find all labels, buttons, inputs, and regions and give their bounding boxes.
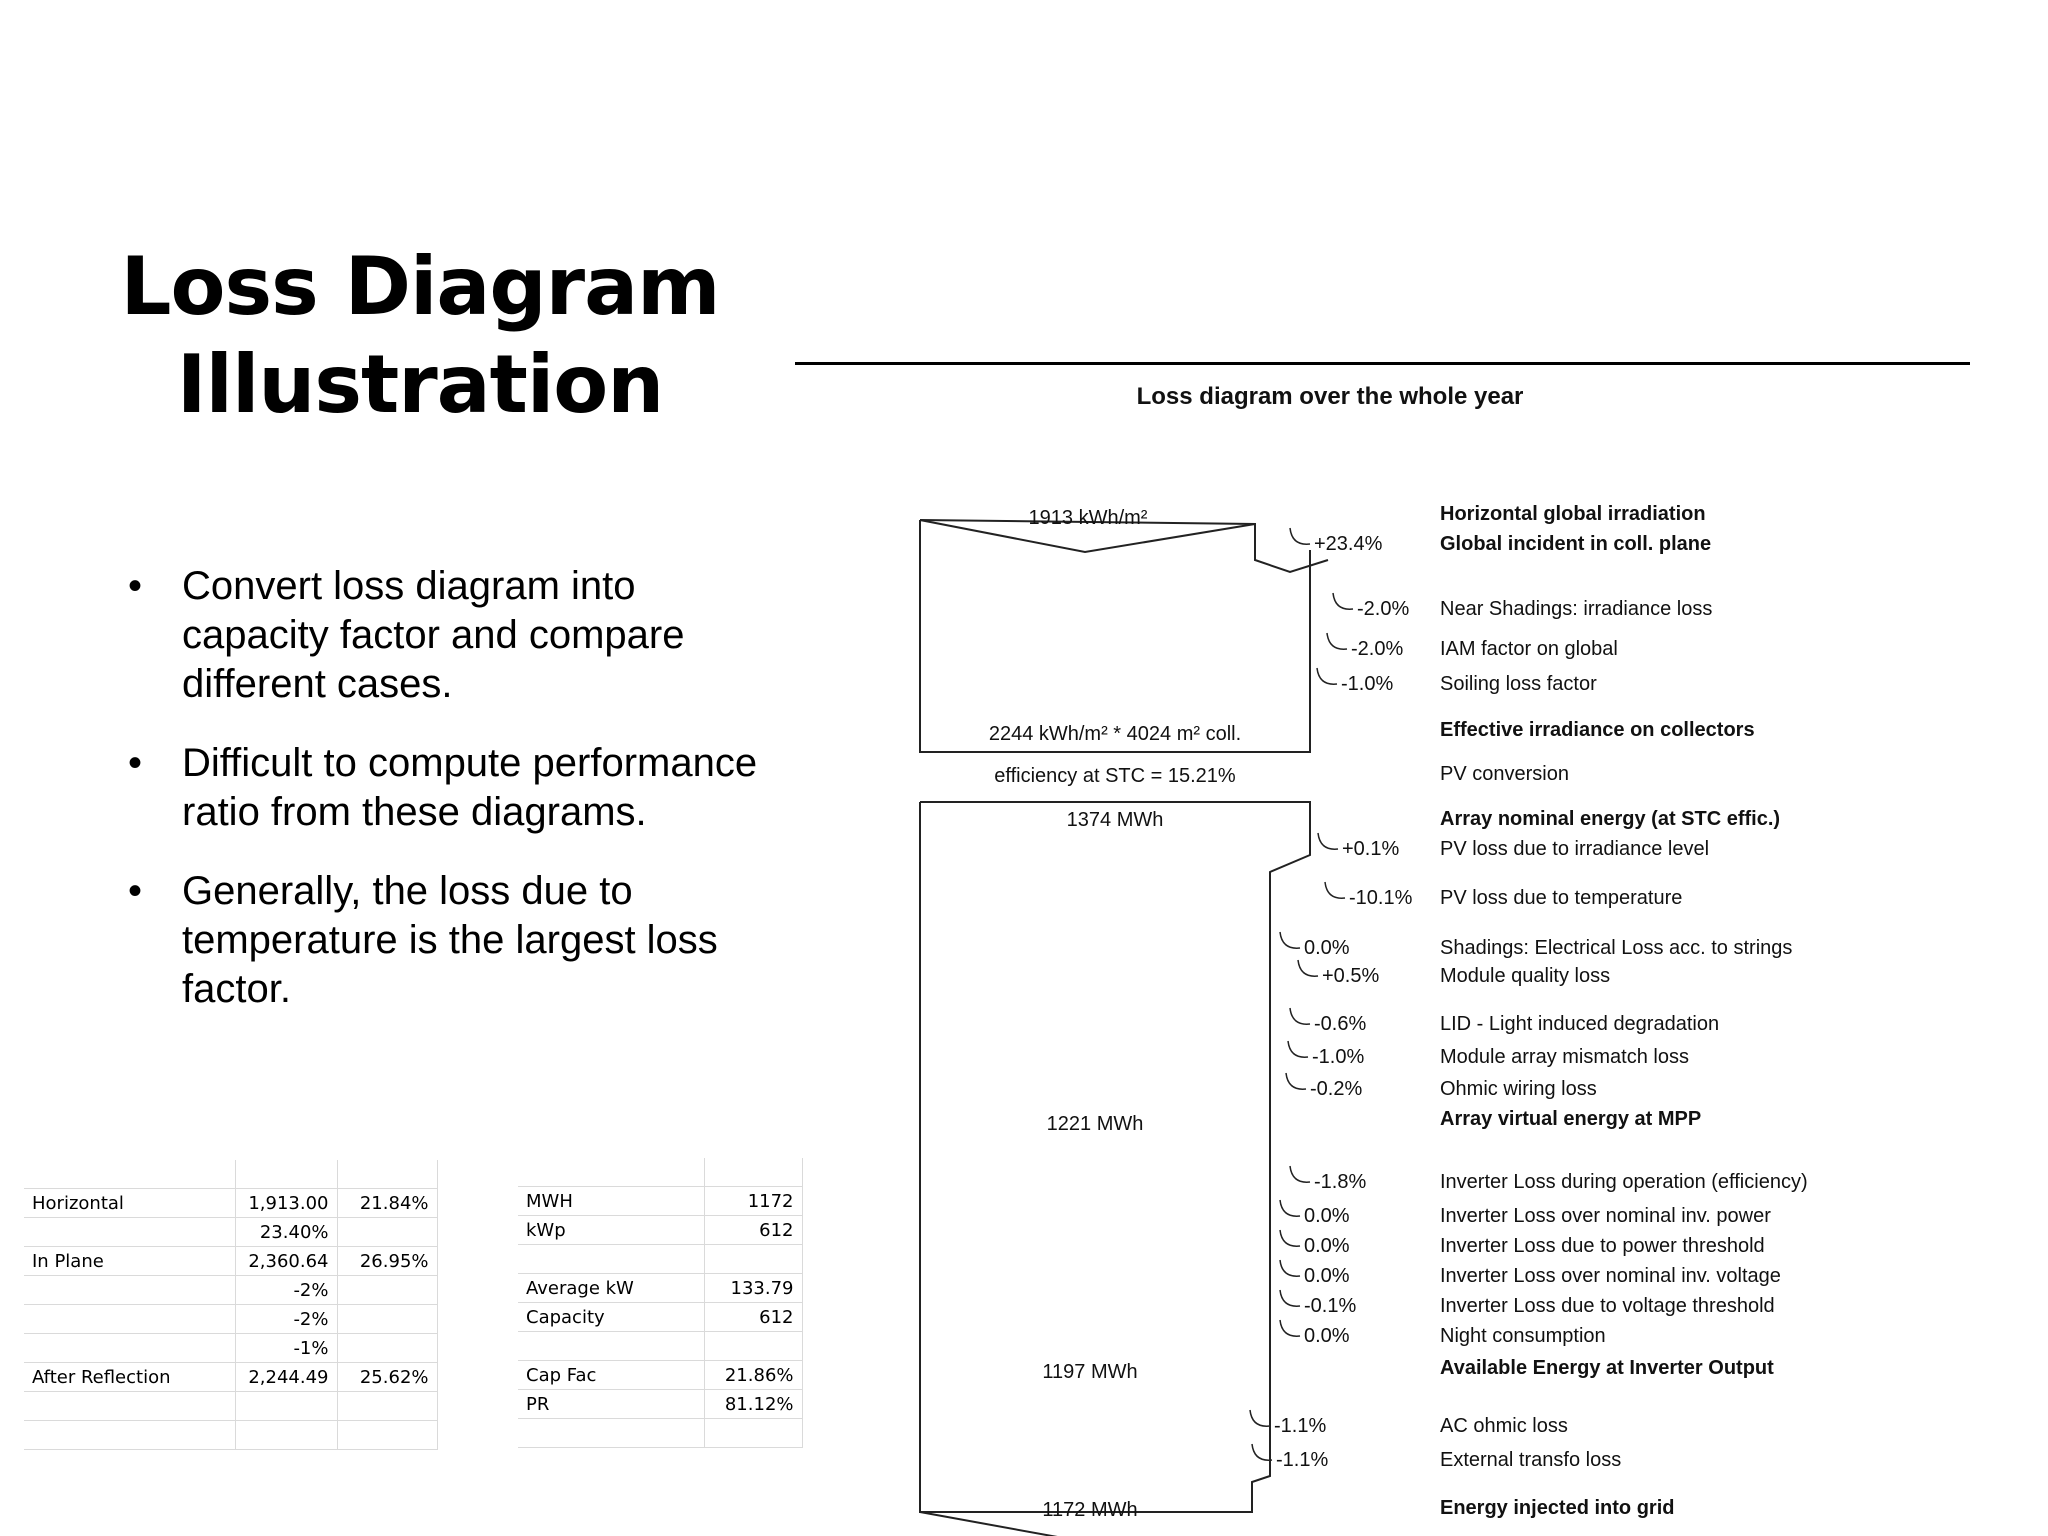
bullet-text: Convert loss diagram into capacity factor and compare different cases. (182, 564, 685, 706)
table-cell: 1172 (704, 1187, 802, 1216)
loss-arrow-icon (1280, 1200, 1300, 1216)
loss-arrow-icon (1280, 1260, 1300, 1276)
table-cell: 612 (704, 1303, 802, 1332)
table-cell: PR (518, 1390, 704, 1419)
loss-step-percent: 0.0% (1304, 1205, 1350, 1227)
slide-title-line2: Illustration (176, 338, 664, 431)
loss-step-label: Energy injected into grid (1440, 1497, 1675, 1519)
loss-step-percent: +0.5% (1322, 965, 1380, 987)
mpp-energy-label: 1221 MWh (1046, 1113, 1144, 1135)
table-cell (337, 1276, 437, 1305)
loss-step-label: Inverter Loss during operation (efficiency) (1440, 1171, 1808, 1193)
table-cell: 23.40% (235, 1218, 337, 1247)
slide-title (60, 238, 780, 434)
table-cell (337, 1421, 437, 1450)
table-cell (518, 1332, 704, 1361)
table-cell (704, 1158, 802, 1187)
table-cell: 133.79 (704, 1274, 802, 1303)
loss-step-label: Global incident in coll. plane (1440, 533, 1712, 555)
table-cell (337, 1392, 437, 1421)
loss-step-label: Module quality loss (1440, 965, 1611, 987)
loss-arrow-icon (1327, 633, 1347, 649)
loss-step-label: PV conversion (1440, 763, 1569, 785)
table-cell: 21.86% (704, 1361, 802, 1390)
table-cell: In Plane (24, 1247, 235, 1276)
table-cell (518, 1158, 704, 1187)
loss-step-percent: -1.0% (1341, 673, 1394, 695)
loss-step-label: Inverter Loss over nominal inv. voltage (1440, 1265, 1781, 1287)
table-cell (337, 1218, 437, 1247)
loss-step-label: Array virtual energy at MPP (1440, 1108, 1702, 1130)
grid-energy-label: 1172 MWh (1042, 1499, 1138, 1521)
loss-step-label: Ohmic wiring loss (1440, 1078, 1597, 1100)
table-row (24, 1189, 437, 1218)
table-cell (704, 1332, 802, 1361)
title-divider (795, 362, 1970, 365)
bullet-text: Generally, the loss due to temperature is the largest loss factor. (182, 869, 718, 1011)
irradiance-flow-outline (920, 520, 1328, 752)
table-cell (704, 1419, 802, 1448)
nominal-energy-label: 1374 MWh (1066, 809, 1164, 831)
table-cell: 2,244.49 (235, 1363, 337, 1392)
loss-step-label: Inverter Loss due to power threshold (1440, 1235, 1765, 1257)
energy-flow-outline (920, 802, 1310, 1512)
table-cell (337, 1334, 437, 1363)
table-row (24, 1247, 437, 1276)
loss-step-label: IAM factor on global (1440, 638, 1618, 660)
loss-arrow-icon (1290, 1166, 1310, 1182)
loss-step-percent: -10.1% (1349, 887, 1413, 909)
table-row (24, 1421, 437, 1450)
table-cell: 1,913.00 (235, 1189, 337, 1218)
table-cell (235, 1421, 337, 1450)
table-cell (24, 1334, 235, 1363)
loss-step-label: Shadings: Electrical Loss acc. to strings (1440, 937, 1793, 959)
loss-step-label: Array nominal energy (at STC effic.) (1440, 808, 1781, 830)
table-cell (24, 1305, 235, 1334)
loss-arrow-icon (1286, 1073, 1306, 1089)
loss-arrow-icon (1333, 593, 1353, 609)
table-cell (24, 1392, 235, 1421)
collector-label: 2244 kWh/m² * 4024 m² coll. (988, 723, 1242, 745)
loss-step-label: Near Shadings: irradiance loss (1440, 598, 1713, 620)
loss-arrow-icon (1280, 1320, 1300, 1336)
diagram-title: Loss diagram over the whole year (1136, 383, 1524, 410)
table-cell (704, 1245, 802, 1274)
loss-step-percent: -2.0% (1357, 598, 1410, 620)
loss-step-percent: +0.1% (1342, 838, 1400, 860)
table-cell: Capacity (518, 1303, 704, 1332)
bullet-text: Difficult to compute performance ratio from these diagrams. (182, 741, 758, 834)
loss-step-label: Inverter Loss over nominal inv. power (1440, 1205, 1771, 1227)
table-cell (24, 1276, 235, 1305)
loss-step-percent: -1.1% (1274, 1415, 1327, 1437)
loss-step-label: LID - Light induced degradation (1440, 1013, 1720, 1035)
loss-step-percent: -1.8% (1314, 1171, 1367, 1193)
loss-step-percent: -1.1% (1276, 1449, 1329, 1471)
loss-step-percent: -0.2% (1310, 1078, 1363, 1100)
table-cell (24, 1218, 235, 1247)
table-cell (518, 1419, 704, 1448)
bullet-list (128, 562, 768, 1044)
efficiency-label: efficiency at STC = 15.21% (994, 765, 1236, 787)
loss-step-label: AC ohmic loss (1440, 1415, 1568, 1437)
table-cell: -1% (235, 1334, 337, 1363)
table-cell: 612 (704, 1216, 802, 1245)
table-cell (337, 1160, 437, 1189)
table-cell: 21.84% (337, 1189, 437, 1218)
loss-step-label: Inverter Loss due to voltage threshold (1440, 1295, 1775, 1317)
table-cell: Horizontal (24, 1189, 235, 1218)
loss-step-percent: +23.4% (1314, 533, 1383, 555)
loss-arrow-icon (1280, 1290, 1300, 1306)
loss-arrow-icon (1250, 1410, 1270, 1426)
bullet-dot-icon: • (128, 741, 143, 785)
slide-title-line1: Loss Diagram (120, 240, 720, 333)
bullet-item (128, 867, 768, 1014)
table-row (24, 1363, 437, 1392)
table-cell (235, 1392, 337, 1421)
loss-step-percent: -0.6% (1314, 1013, 1367, 1035)
loss-diagram (800, 370, 1870, 1536)
loss-arrow-icon (1318, 833, 1338, 849)
table-row (24, 1334, 437, 1363)
loss-step-percent: -0.1% (1304, 1295, 1357, 1317)
table-cell: 81.12% (704, 1390, 802, 1419)
table-cell (337, 1305, 437, 1334)
table-cell: 2,360.64 (235, 1247, 337, 1276)
table-cell (518, 1245, 704, 1274)
bullet-item (128, 562, 768, 709)
loss-step-percent: -2.0% (1351, 638, 1404, 660)
table-cell: MWH (518, 1187, 704, 1216)
loss-arrow-icon (1298, 960, 1318, 976)
bullet-item (128, 739, 768, 837)
loss-arrow-icon (1280, 932, 1300, 948)
loss-arrow-icon (1288, 1041, 1308, 1057)
table-cell: 25.62% (337, 1363, 437, 1392)
loss-arrow-icon (1280, 1230, 1300, 1246)
table-cell (235, 1160, 337, 1189)
loss-step-label: Available Energy at Inverter Output (1440, 1357, 1774, 1379)
loss-step-percent: 0.0% (1304, 1265, 1350, 1287)
table-cell: Cap Fac (518, 1361, 704, 1390)
bullet-dot-icon: • (128, 564, 143, 608)
loss-arrow-icon (1317, 668, 1337, 684)
loss-step-percent: 0.0% (1304, 937, 1350, 959)
table-cell: -2% (235, 1305, 337, 1334)
loss-arrow-icon (1290, 528, 1310, 544)
loss-step-percent: 0.0% (1304, 1325, 1350, 1347)
table-row (24, 1305, 437, 1334)
bullet-dot-icon: • (128, 869, 143, 913)
loss-step-label: External transfo loss (1440, 1449, 1622, 1471)
loss-arrow-icon (1325, 882, 1345, 898)
loss-step-percent: -1.0% (1312, 1046, 1365, 1068)
loss-step-label: Effective irradiance on collectors (1440, 719, 1755, 741)
table-cell: After Reflection (24, 1363, 235, 1392)
loss-step-label: PV loss due to temperature (1440, 887, 1683, 909)
inverter-output-label: 1197 MWh (1042, 1361, 1138, 1383)
loss-step-label: Night consumption (1440, 1325, 1606, 1347)
table-row (24, 1276, 437, 1305)
table-cell: Average kW (518, 1274, 704, 1303)
loss-step-label: PV loss due to irradiance level (1440, 838, 1710, 860)
loss-step-percent: 0.0% (1304, 1235, 1350, 1257)
table-row (24, 1218, 437, 1247)
table-cell (24, 1421, 235, 1450)
table-cell: -2% (235, 1276, 337, 1305)
loss-step-label: Horizontal global irradiation (1440, 503, 1706, 525)
top-input-label: 1913 kWh/m² (1028, 507, 1148, 529)
table-row (24, 1392, 437, 1421)
irradiance-table (24, 1160, 438, 1450)
loss-arrow-icon (1290, 1008, 1310, 1024)
loss-step-label: Soiling loss factor (1440, 673, 1597, 695)
table-cell (24, 1160, 235, 1189)
table-row (24, 1160, 437, 1189)
table-cell: kWp (518, 1216, 704, 1245)
loss-step-label: Module array mismatch loss (1440, 1046, 1689, 1068)
table-cell: 26.95% (337, 1247, 437, 1276)
